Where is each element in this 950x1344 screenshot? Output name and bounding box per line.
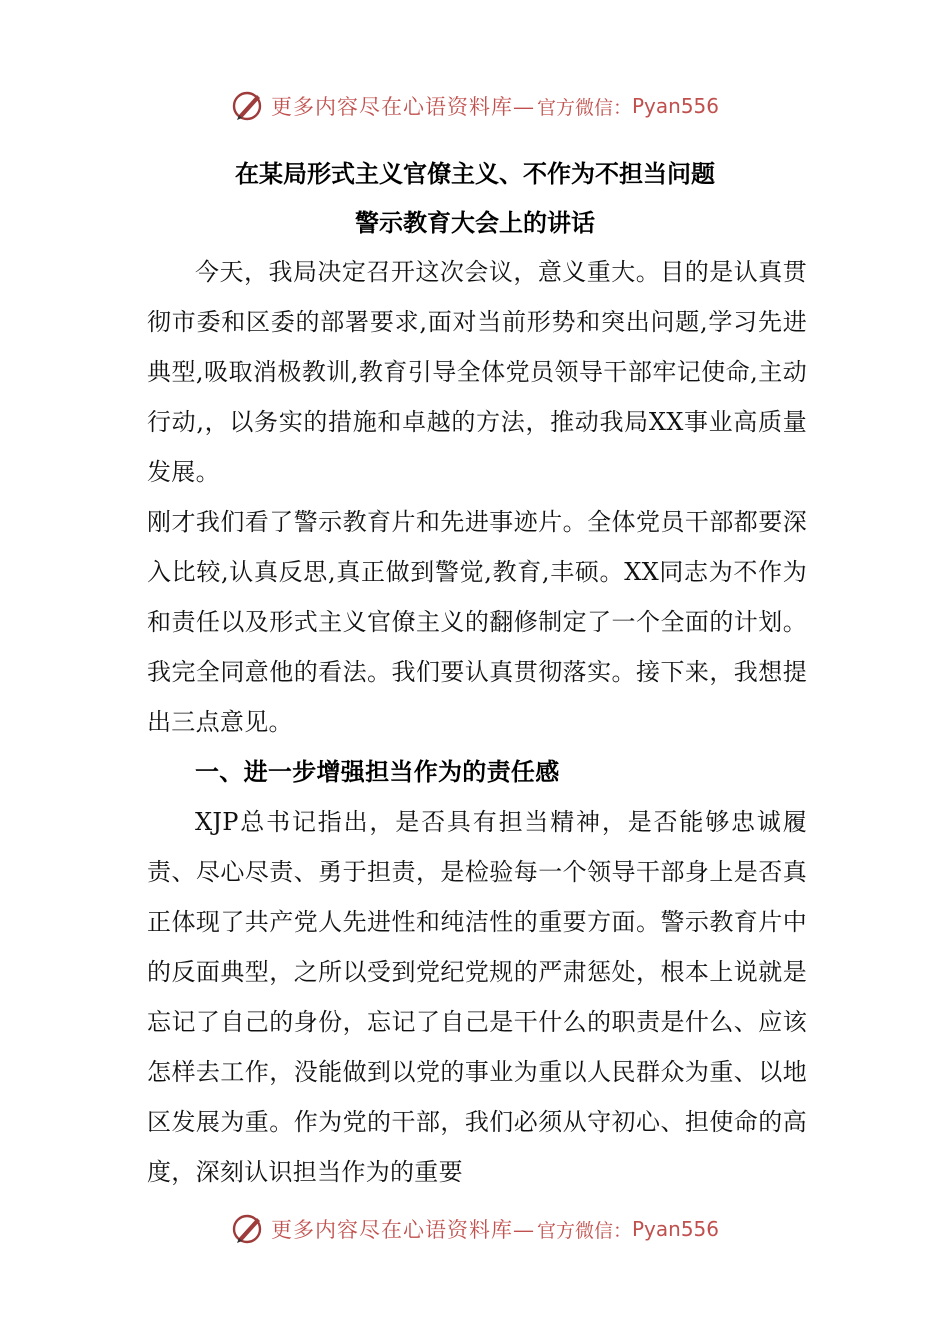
paragraph-second: 刚才我们看了警示教育片和先进事迹片。全体党员干部都要深入比较,认真反思,真正做到警觉,教育,丰硕。XX同志为不作为和责任以及形式主义官僚主义的翻修制定了一个全面的计划。我完全同意他的看法。我们要认真贯彻落实。接下来，我想提出三点意见。 [147,508,807,736]
footer-banner [0,1205,950,1253]
document-body [147,247,807,1197]
pen-logo-icon [231,89,265,123]
paragraph-intro: 今天，我局决定召开这次会议，意义重大。目的是认真贯彻市委和区委的部署要求,面对当前形势和突出问题,学习先进典型,吸取消极教训,教育引导全体党员领导干部牢记使命,主动行动,，以务实的措施和卓越的方法，推动我局XX事业高质量发展。 [147,258,807,486]
pen-logo-icon [231,1212,265,1246]
section-heading: 一、进一步增强担当作为的责任感 [195,758,560,786]
banner-wechat-id: Pyan556 [632,1217,720,1241]
document-title-line1: 在某局形式主义官僚主义、不作为不担当问题 [235,160,715,188]
banner-text: 更多内容尽在心语资料库— [270,1218,535,1242]
document-title-line2: 警示教育大会上的讲话 [355,209,595,237]
paragraph-section1: XJP总书记指出，是否具有担当精神，是否能够忠诚履责、尽心尽责、勇于担责，是检验每一个领导干部身上是否真正体现了共产党人先进性和纯洁性的重要方面。警示教育片中的反面典型，之所以受到党纪党规的严肃惩处，根本上说就是忘记了自己的身份，忘记了自己是干什么的职责是什么、应该怎样去工作，没能做到以党的事业为重以人民群众为重、以地区发展为重。作为党的干部，我们必须从守初心、担使命的高度，深刻认识担当作为的重要 [147,808,807,1186]
banner-wechat-label: 官方微信： [536,96,632,119]
banner-wechat-id: Pyan556 [632,94,720,118]
banner-wechat-label: 官方微信： [536,1219,632,1242]
header-banner [0,82,950,130]
banner-text: 更多内容尽在心语资料库— [270,95,535,119]
